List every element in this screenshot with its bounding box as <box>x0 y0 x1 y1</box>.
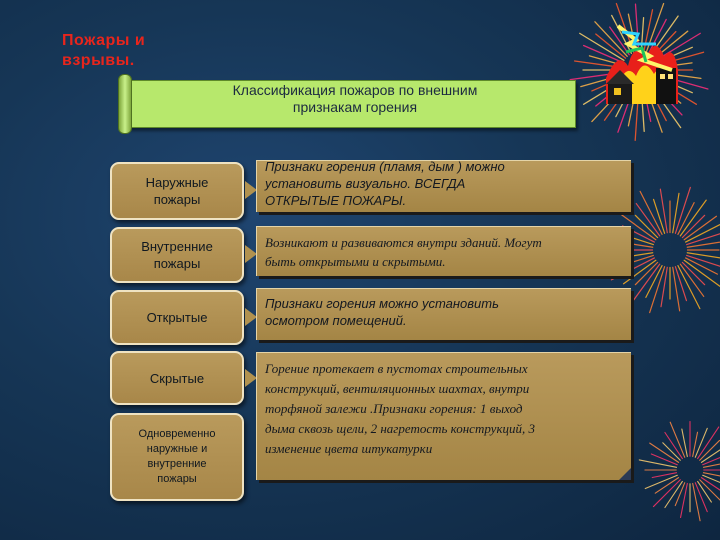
category-internal-fires <box>110 227 244 283</box>
firework-spark <box>703 475 720 490</box>
description-line: установить визуально. ВСЕГДА <box>265 176 466 191</box>
scroll-roll-icon <box>118 74 132 134</box>
banner-heading <box>132 82 578 116</box>
firework-spark <box>703 461 720 467</box>
category-external-fires <box>110 162 244 220</box>
category-label: внутренние <box>147 458 207 470</box>
category-combined-fires <box>110 413 244 501</box>
category-label: пожары <box>153 256 201 271</box>
page-curl-icon <box>619 468 631 480</box>
description-external-fires <box>256 160 631 212</box>
banner-line: признакам горения <box>292 99 418 115</box>
description-line: Признаки горения (пламя, дым ) можно <box>265 160 505 174</box>
slide-title <box>62 31 202 71</box>
category-label: Одновременно <box>138 428 216 440</box>
category-label: Скрытые <box>149 370 205 386</box>
description-hidden-fires <box>256 352 631 480</box>
firework-spark <box>673 267 680 311</box>
category-label: наружные и <box>146 443 208 455</box>
description-line: быть открытыми и скрытыми. <box>265 254 446 269</box>
category-open-fires <box>110 290 244 345</box>
category-hidden-fires <box>110 351 244 405</box>
description-line: Горение протекает в пустотах строительных <box>265 361 528 376</box>
category-label: Наружные <box>145 175 209 190</box>
description-line: Возникают и развиваются внутри зданий. Могут <box>265 235 542 250</box>
firework-spark <box>681 483 688 517</box>
firework-spark <box>660 189 667 233</box>
category-label: Внутренние <box>141 239 213 254</box>
category-label: пожары <box>153 192 201 207</box>
category-label: пожары <box>157 473 197 485</box>
description-line: торфяной залежи .Признаки горения: 1 выход <box>265 401 523 416</box>
firework-spark <box>701 443 720 462</box>
description-line: изменение цвета штукатурки <box>265 441 433 456</box>
description-line: конструкций, вентиляционных шахтах, внутри <box>265 381 530 396</box>
heading-banner <box>118 74 578 132</box>
firework-spark <box>650 267 665 313</box>
firework-spark <box>693 483 700 520</box>
title-line: взрывы. <box>62 52 135 69</box>
firework-spark <box>639 460 676 467</box>
description-line: Признаки горения можно установить <box>265 296 499 311</box>
banner-line: Классификация пожаров по внешним <box>232 82 478 98</box>
description-line: дыма сквозь щели, 2 нагретость конструкций, 3 <box>265 421 536 436</box>
category-label: Открытые <box>146 310 208 325</box>
firework-spark <box>687 240 720 247</box>
firework-spark <box>703 473 720 479</box>
lightning-icon <box>616 22 676 72</box>
description-open-fires <box>256 288 631 340</box>
description-line: ОТКРЫТЫЕ ПОЖАРЫ. <box>265 193 407 208</box>
firework-spark <box>675 187 690 233</box>
title-line: Пожары и <box>62 32 146 49</box>
description-line: осмотром помещений. <box>265 313 407 328</box>
description-internal-fires <box>256 226 631 276</box>
firework-spark <box>687 253 720 259</box>
